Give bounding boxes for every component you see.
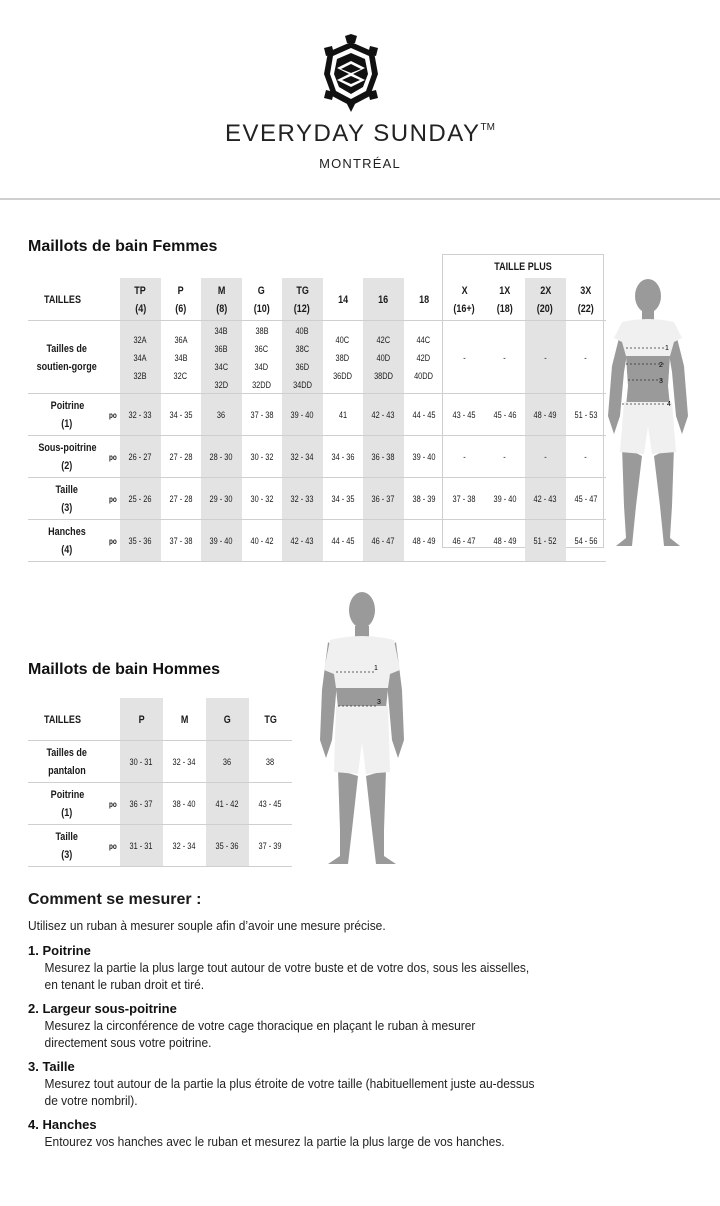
size-label: P (177, 284, 184, 297)
size-value-cell (161, 393, 202, 435)
row-label-text: Hanches (48, 526, 86, 538)
size-header-row (28, 698, 292, 740)
size-value: 38DD (373, 370, 393, 381)
row-label (28, 740, 106, 782)
size-sub: (18) (496, 302, 513, 315)
size-value: 25 - 26 (128, 494, 152, 504)
size-value: 39 - 40 (412, 452, 436, 462)
size-value: 44 - 45 (412, 410, 436, 420)
size-value: 54 - 56 (574, 536, 598, 546)
size-value-cell (363, 435, 404, 477)
row-unit (106, 393, 120, 435)
size-value: 27 - 28 (169, 494, 193, 504)
size-label: G (258, 284, 266, 297)
size-value-cell (120, 782, 163, 824)
size-col-header (120, 278, 161, 320)
size-value: 40C (335, 334, 350, 345)
size-label: M (217, 284, 226, 297)
size-value-cell (120, 320, 161, 393)
row-label (28, 477, 106, 519)
row-label-sub: (3) (61, 502, 73, 514)
step-line: Mesurez la partie la plus large tout autour de votre buste et de votre dos, sous les aisselles, (44, 960, 530, 975)
measure-row (28, 519, 606, 561)
step-line: en tenant le ruban droit et tiré. (44, 977, 205, 992)
brand-name: EVERYDAY SUNDAY™ (225, 120, 495, 147)
size-value: - (463, 352, 466, 363)
size-value: 27 - 28 (169, 452, 193, 462)
size-value-cell (323, 320, 364, 393)
row-unit (106, 740, 120, 782)
row-label-sub: (1) (61, 418, 73, 430)
size-value-cell (525, 320, 566, 393)
size-value: 32 - 34 (173, 757, 196, 767)
size-value-cell (242, 519, 283, 561)
size-value-cell (242, 477, 283, 519)
size-value-cell (525, 393, 566, 435)
size-value: 32C (173, 370, 188, 381)
size-value: 48 - 49 (412, 536, 436, 546)
row-unit (106, 519, 120, 561)
row-label-sub: soutien-gorge (36, 360, 98, 373)
men-mark-1: 1 (374, 665, 378, 672)
size-value-cell (201, 519, 242, 561)
unit-text: po (109, 537, 117, 546)
size-value-cell (282, 393, 323, 435)
size-value-cell (206, 824, 249, 866)
size-value-cell (206, 782, 249, 824)
step-2 (28, 1000, 668, 1051)
size-value: 32DD (252, 379, 272, 390)
size-col-header (161, 278, 202, 320)
size-value: 42D (416, 352, 431, 363)
size-value-cell (525, 477, 566, 519)
row-unit (106, 435, 120, 477)
size-value-cell (323, 477, 364, 519)
size-value-cell (566, 435, 607, 477)
row-label-sub: (4) (61, 544, 73, 556)
row-label-text: Poitrine (50, 789, 84, 801)
size-label: M (180, 713, 189, 726)
size-value-cell (323, 393, 364, 435)
size-value-cell (163, 824, 206, 866)
size-value-cell (404, 519, 445, 561)
size-value: 30 - 31 (130, 757, 153, 767)
size-sub: (6) (175, 302, 187, 315)
unit-col (106, 698, 120, 740)
size-value: 30 - 32 (250, 452, 274, 462)
size-value-cell (242, 393, 283, 435)
size-value-cell (566, 519, 607, 561)
size-value: 34C (214, 361, 229, 372)
men-mark-3: 3 (377, 699, 381, 706)
size-value: 34B (174, 352, 188, 363)
size-value: 41 - 42 (216, 799, 239, 809)
size-value: 34B (214, 325, 228, 336)
size-col-header (566, 278, 607, 320)
size-label: G (223, 713, 232, 726)
size-value: 30 - 32 (250, 494, 274, 504)
size-value-cell (566, 320, 607, 393)
size-sub: (12) (294, 302, 311, 315)
size-value: 36B (214, 343, 228, 354)
brand-city: MONTRÉAL (319, 156, 401, 171)
size-label: 14 (337, 293, 348, 306)
row-label (28, 519, 106, 561)
size-value: 37 - 38 (169, 536, 193, 546)
size-label: TG (295, 284, 309, 297)
size-value-cell (444, 320, 485, 393)
row-label (28, 824, 106, 866)
size-col-header (444, 278, 485, 320)
size-value-cell (120, 519, 161, 561)
size-value-cell (404, 477, 445, 519)
size-value-cell (242, 435, 283, 477)
size-col-header (249, 698, 292, 740)
step-line: Entourez vos hanches avec le ruban et mesurez la partie la plus large de vos hanches. (44, 1134, 505, 1149)
size-label: 16 (378, 293, 389, 306)
size-sub: (8) (215, 302, 227, 315)
size-col-header (201, 278, 242, 320)
size-value: 51 - 52 (533, 536, 557, 546)
howto-intro: Utilisez un ruban à mesurer souple afin d’avoir une mesure précise. (28, 918, 386, 933)
size-value-cell (120, 477, 161, 519)
turtle-logo-icon (318, 34, 384, 112)
size-value-cell (444, 393, 485, 435)
row-label-text: Sous-poitrine (37, 442, 97, 454)
size-value: 36 - 37 (130, 799, 153, 809)
size-value: 42C (376, 334, 391, 345)
mark-3: 3 (659, 378, 663, 385)
size-value-cell (282, 435, 323, 477)
size-label: 1X (499, 284, 511, 297)
women-figure-icon (604, 276, 698, 548)
size-label: X (461, 284, 468, 297)
size-value-cell (363, 393, 404, 435)
row-label-sub: (2) (61, 460, 73, 472)
size-value-cell (201, 320, 242, 393)
row-label-sub: (1) (61, 807, 73, 819)
size-value-cell (404, 435, 445, 477)
men-size-table (28, 698, 292, 867)
size-value-cell (525, 519, 566, 561)
size-value-cell (404, 320, 445, 393)
size-label: TP (134, 284, 147, 297)
size-value: 36C (254, 343, 269, 354)
size-value: 44C (416, 334, 431, 345)
size-value: 39 - 40 (493, 494, 517, 504)
size-value-cell (485, 519, 526, 561)
step-heading: 4. Hanches (28, 1117, 97, 1132)
size-label: 18 (418, 293, 429, 306)
size-value-cell (161, 435, 202, 477)
size-value: 36D (295, 361, 310, 372)
size-value-cell (323, 519, 364, 561)
size-col-header (525, 278, 566, 320)
men-title: Maillots de bain Hommes (28, 661, 221, 678)
size-value: 32B (133, 370, 147, 381)
size-value: 40D (376, 352, 391, 363)
size-value: 26 - 27 (128, 452, 152, 462)
men-figure-icon (316, 590, 412, 868)
size-value-cell (161, 320, 202, 393)
page-header (0, 0, 720, 200)
howto-title: Comment se mesurer : (28, 891, 202, 908)
row-unit (106, 477, 120, 519)
step-1 (28, 942, 668, 993)
step-3 (28, 1058, 668, 1109)
size-value-cell (485, 477, 526, 519)
size-value: 31 - 31 (130, 841, 153, 851)
size-value-cell (566, 393, 607, 435)
size-value-cell (163, 782, 206, 824)
size-header-text: TAILLES (44, 713, 81, 726)
size-value: 37 - 39 (259, 841, 282, 851)
size-value-cell (282, 320, 323, 393)
size-header-label (28, 698, 106, 740)
unit-text: po (109, 800, 117, 809)
size-value: 38 - 40 (173, 799, 196, 809)
unit-text: po (109, 842, 117, 851)
size-value: 42 - 43 (290, 536, 314, 546)
size-sub: (4) (134, 302, 146, 315)
size-value: 45 - 46 (493, 410, 517, 420)
size-value: 32 - 34 (173, 841, 196, 851)
size-value: 38C (295, 343, 310, 354)
size-value: 34D (254, 361, 269, 372)
size-value: 32 - 33 (290, 494, 314, 504)
size-col-header (323, 278, 364, 320)
size-value: 29 - 30 (209, 494, 233, 504)
size-value: 51 - 53 (574, 410, 598, 420)
row-unit (106, 320, 120, 393)
size-value: 48 - 49 (533, 410, 557, 420)
step-line: directement sous votre poitrine. (44, 1035, 212, 1050)
size-col-header (206, 698, 249, 740)
size-label: P (138, 713, 145, 726)
size-value: 32 - 33 (128, 410, 152, 420)
size-value-cell (485, 320, 526, 393)
step-line: Mesurez la circonférence de votre cage thoracique en plaçant le ruban à mesurer (44, 1018, 476, 1033)
size-value-cell (444, 519, 485, 561)
size-value: 40B (295, 325, 309, 336)
size-value: 38B (255, 325, 269, 336)
row-label (28, 393, 106, 435)
measure-row (28, 393, 606, 435)
size-value: 32D (214, 379, 229, 390)
size-value: 35 - 36 (216, 841, 239, 851)
size-sub: (16+) (453, 302, 475, 315)
size-value: 38D (335, 352, 350, 363)
step-line: Mesurez tout autour de la partie la plus étroite de votre taille (habituellement juste au-dessus (44, 1076, 535, 1091)
row-label (28, 320, 106, 393)
size-sub: (22) (577, 302, 594, 315)
measure-row (28, 435, 606, 477)
size-value-cell (120, 824, 163, 866)
size-value: 28 - 30 (209, 452, 233, 462)
unit-text: po (109, 453, 117, 462)
size-col-header (242, 278, 283, 320)
row-label-sub: (3) (61, 849, 73, 861)
row-unit (106, 824, 120, 866)
size-value: 38 (266, 757, 275, 767)
size-value: 37 - 38 (250, 410, 274, 420)
size-label: TG (264, 713, 277, 726)
step-heading: 3. Taille (28, 1059, 75, 1074)
size-value-cell (363, 320, 404, 393)
row-label-text: Tailles de (46, 342, 88, 355)
size-header-text: TAILLES (44, 293, 81, 306)
size-value-cell (525, 435, 566, 477)
size-value: - (584, 352, 587, 363)
measure-row (28, 740, 292, 782)
mark-1: 1 (665, 345, 669, 352)
size-value-cell (201, 435, 242, 477)
unit-text: po (109, 495, 117, 504)
size-col-header (282, 278, 323, 320)
size-sub: (10) (253, 302, 270, 315)
measure-row (28, 782, 292, 824)
size-value: 39 - 40 (290, 410, 314, 420)
row-label-sub: pantalon (48, 765, 86, 777)
size-value-cell (566, 477, 607, 519)
size-value: 36A (174, 334, 188, 345)
size-value: - (463, 452, 466, 462)
row-label (28, 782, 106, 824)
plus-size-label: TAILLE PLUS (494, 261, 552, 273)
mark-2: 2 (659, 362, 663, 369)
size-value-cell (249, 782, 292, 824)
size-col-header (120, 698, 163, 740)
row-unit (106, 782, 120, 824)
step-heading: 2. Largeur sous-poitrine (28, 1001, 177, 1016)
size-value-cell (249, 740, 292, 782)
size-col-header (485, 278, 526, 320)
unit-text: po (109, 411, 117, 420)
size-value-cell (282, 477, 323, 519)
women-size-table (28, 278, 606, 562)
size-value: - (544, 452, 547, 462)
size-value: - (584, 452, 587, 462)
size-value: 34 - 35 (331, 494, 355, 504)
row-label (28, 435, 106, 477)
size-value: 46 - 47 (371, 536, 395, 546)
row-label-text: Tailles de (46, 747, 88, 759)
size-sub: (20) (537, 302, 554, 315)
size-value: 34 - 36 (331, 452, 355, 462)
size-value-cell (323, 435, 364, 477)
size-value: 48 - 49 (493, 536, 517, 546)
size-label: 3X (580, 284, 592, 297)
size-value-cell (282, 519, 323, 561)
size-value-cell (363, 519, 404, 561)
measure-row (28, 477, 606, 519)
size-value-cell (363, 477, 404, 519)
size-value: 32A (133, 334, 147, 345)
size-value: 38 - 39 (412, 494, 436, 504)
measure-row (28, 320, 606, 393)
size-value: 42 - 43 (533, 494, 557, 504)
size-col-header (363, 278, 404, 320)
size-value: 36 - 37 (371, 494, 395, 504)
size-value-cell (485, 393, 526, 435)
mark-4: 4 (667, 401, 671, 408)
size-value-cell (120, 740, 163, 782)
size-value: 36DD (333, 370, 353, 381)
size-value-cell (161, 477, 202, 519)
size-value: 37 - 38 (452, 494, 476, 504)
row-label-text: Poitrine (50, 400, 84, 412)
size-value-cell (201, 477, 242, 519)
size-value-cell (444, 477, 485, 519)
size-header-row (28, 278, 606, 320)
row-label-text: Taille (55, 484, 79, 496)
size-value: 45 - 47 (574, 494, 598, 504)
size-value-cell (242, 320, 283, 393)
size-value-cell (485, 435, 526, 477)
size-value: 39 - 40 (209, 536, 233, 546)
size-value: 43 - 45 (259, 799, 282, 809)
size-value-cell (163, 740, 206, 782)
size-value: 44 - 45 (331, 536, 355, 546)
step-line: de votre nombril). (44, 1093, 138, 1108)
step-4 (28, 1116, 668, 1150)
size-value-cell (120, 435, 161, 477)
size-col-header (404, 278, 445, 320)
size-value: - (544, 352, 547, 363)
size-header-label (28, 278, 106, 320)
size-value-cell (161, 519, 202, 561)
size-value: 34DD (292, 379, 312, 390)
size-col-header (163, 698, 206, 740)
size-value-cell (201, 393, 242, 435)
size-value: - (503, 452, 506, 462)
size-value-cell (404, 393, 445, 435)
size-value: 40 - 42 (250, 536, 274, 546)
size-value-cell (206, 740, 249, 782)
size-value-cell (249, 824, 292, 866)
size-value: 32 - 34 (290, 452, 314, 462)
size-value: 46 - 47 (452, 536, 476, 546)
size-value-cell (444, 435, 485, 477)
size-value: 40DD (414, 370, 434, 381)
size-value: 41 (338, 410, 347, 420)
size-value: 36 (217, 410, 226, 420)
size-value: 34 - 35 (169, 410, 193, 420)
size-value: 42 - 43 (371, 410, 395, 420)
women-title: Maillots de bain Femmes (28, 238, 218, 255)
size-label: 2X (539, 284, 551, 297)
size-value: 34A (133, 352, 147, 363)
size-value: - (503, 352, 506, 363)
size-value-cell (120, 393, 161, 435)
measure-row (28, 824, 292, 866)
unit-col (106, 278, 120, 320)
size-value: 43 - 45 (452, 410, 476, 420)
row-label-text: Taille (55, 831, 79, 843)
step-heading: 1. Poitrine (28, 943, 91, 958)
size-value: 35 - 36 (128, 536, 152, 546)
size-value: 36 (223, 757, 232, 767)
size-value: 36 - 38 (371, 452, 395, 462)
